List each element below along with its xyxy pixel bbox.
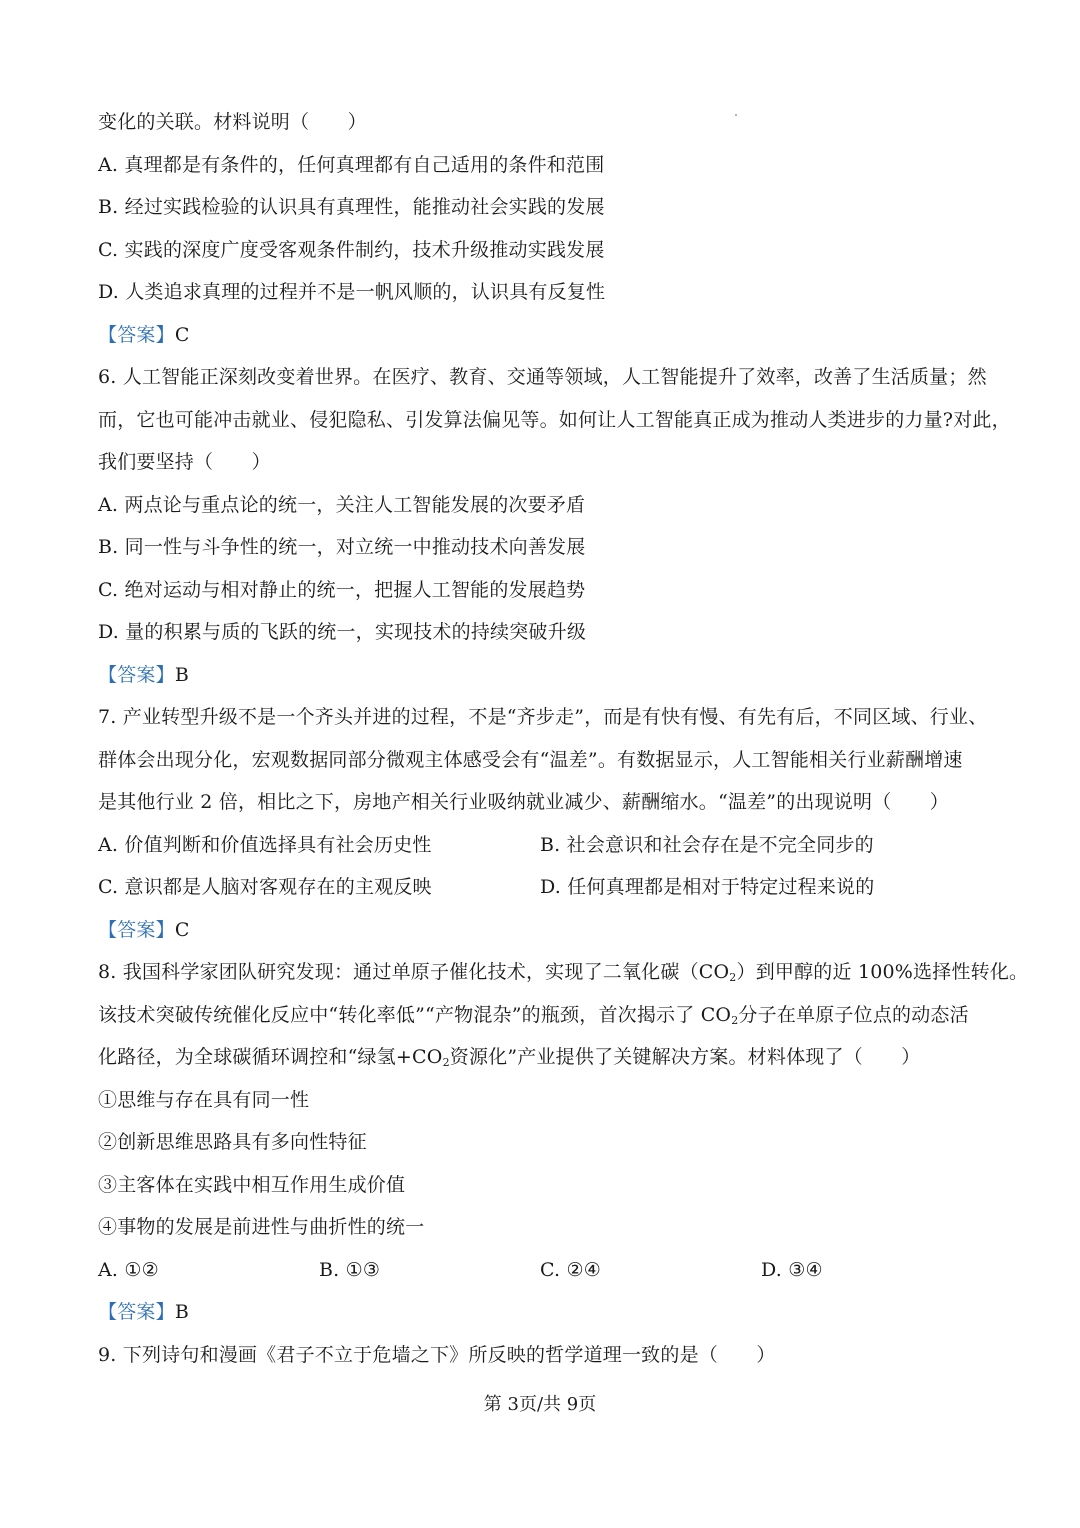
q7-stem-line-1: 7. 产业转型升级不是一个齐头并进的过程，不是“齐步走”，而是有快有慢、有先有后，不同区域、行业、 (98, 706, 988, 728)
q6-option-a: A. 两点论与重点论的统一，关注人工智能发展的次要矛盾 (98, 494, 586, 516)
q8-statement-2: ②创新思维思路具有多向性特征 (98, 1131, 367, 1153)
subscript-2: 2 (729, 971, 737, 984)
q8-answer (98, 1296, 988, 1328)
answer-tag: 【答案】 (98, 919, 175, 941)
q8-option-b: B. ①③ (319, 1259, 381, 1281)
q5-option-a: A. 真理都是有条件的，任何真理都有自己适用的条件和范围 (98, 154, 605, 176)
q8-stem-line-2 (98, 999, 988, 1031)
q5-stem-tail: 变化的关联。材料说明（ ） (98, 111, 367, 133)
q8-stem-line-2-part-1: 该技术突破传统催化反应中“转化率低”“产物混杂”的瓶颈，首次揭示了 CO (98, 1004, 732, 1026)
answer-value: B (174, 664, 189, 686)
answer-tag: 【答案】 (98, 324, 175, 346)
q6-option-d: D. 量的积累与质的飞跃的统一，实现技术的持续突破升级 (98, 621, 587, 643)
q7-stem-line-2: 群体会出现分化，宏观数据同部分微观主体感受会有“温差”。有数据显示，人工智能相关行业薪酬增速 (98, 749, 963, 771)
q8-stem-line-1 (98, 956, 1029, 988)
q7-option-d: D. 任何真理都是相对于特定过程来说的 (540, 876, 875, 898)
q6-option-b: B. 同一性与斗争性的统一，对立统一中推动技术向善发展 (98, 536, 586, 558)
q9-stem-line-1: 9. 下列诗句和漫画《君子不立于危墙之下》所反映的哲学道理一致的是（ ） (98, 1344, 776, 1366)
q8-statement-4: ④事物的发展是前进性与曲折性的统一 (98, 1216, 425, 1238)
q8-stem-line-3-part-2: 资源化”产业提供了关键解决方案。材料体现了（ ） (449, 1046, 921, 1068)
q6-stem-line-1: 6. 人工智能正深刻改变着世界。在医疗、教育、交通等领域，人工智能提升了效率，改善了生活质量；然 (98, 366, 987, 388)
q6-answer (98, 659, 988, 691)
q6-stem-line-3: 我们要坚持（ ） (98, 451, 271, 473)
q8-statement-3: ③主客体在实践中相互作用生成价值 (98, 1174, 406, 1196)
subscript-2: 2 (731, 1014, 739, 1027)
q7-answer (98, 914, 988, 946)
q8-stem-line-1-part-1: 8. 我国科学家团队研究发现：通过单原子催化技术，实现了二氧化碳（CO (98, 961, 730, 983)
q6-option-c: C. 绝对运动与相对静止的统一，把握人工智能的发展趋势 (98, 579, 586, 601)
q5-answer (98, 319, 988, 351)
q5-option-c: C. 实践的深度广度受客观条件制约，技术升级推动实践发展 (98, 239, 605, 261)
q7-option-a: A. 价值判断和价值选择具有社会历史性 (98, 834, 432, 856)
q8-option-a: A. ①② (98, 1259, 159, 1281)
q7-option-b: B. 社会意识和社会存在是不完全同步的 (540, 834, 874, 856)
q8-stem-line-1-part-2: ）到甲醇的近 100%选择性转化。 (736, 961, 1029, 983)
q8-stem-line-3 (98, 1041, 988, 1073)
q7-option-c: C. 意识都是人脑对客观存在的主观反映 (98, 876, 432, 898)
answer-tag: 【答案】 (98, 1301, 175, 1323)
q5-option-b: B. 经过实践检验的认识具有真理性，能推动社会实践的发展 (98, 196, 605, 218)
subscript-2: 2 (442, 1056, 450, 1069)
answer-value: C (174, 919, 190, 941)
q6-stem-line-2: 而，它也可能冲击就业、侵犯隐私、引发算法偏见等。如何让人工智能真正成为推动人类进步的力量?对此， (98, 409, 1011, 431)
q8-stem-line-3-part-1: 化路径，为全球碳循环调控和“绿氢+CO (98, 1046, 443, 1068)
answer-value: B (174, 1301, 189, 1323)
q7-stem-line-3: 是其他行业 2 倍，相比之下，房地产相关行业吸纳就业减少、薪酬缩水。“温差”的出现说明（ ） (98, 791, 949, 813)
answer-tag: 【答案】 (98, 664, 175, 686)
q8-statement-1: ①思维与存在具有同一性 (98, 1089, 310, 1111)
q8-option-c: C. ②④ (540, 1259, 602, 1281)
page-number: 第 3页/共 9页 (483, 1394, 597, 1415)
answer-value: C (174, 324, 190, 346)
q5-option-d: D. 人类追求真理的过程并不是一帆风顺的，认识具有反复性 (98, 281, 606, 303)
q8-option-d: D. ③④ (761, 1259, 823, 1281)
q8-stem-line-2-part-2: 分子在单原子位点的动态活 (738, 1004, 969, 1026)
